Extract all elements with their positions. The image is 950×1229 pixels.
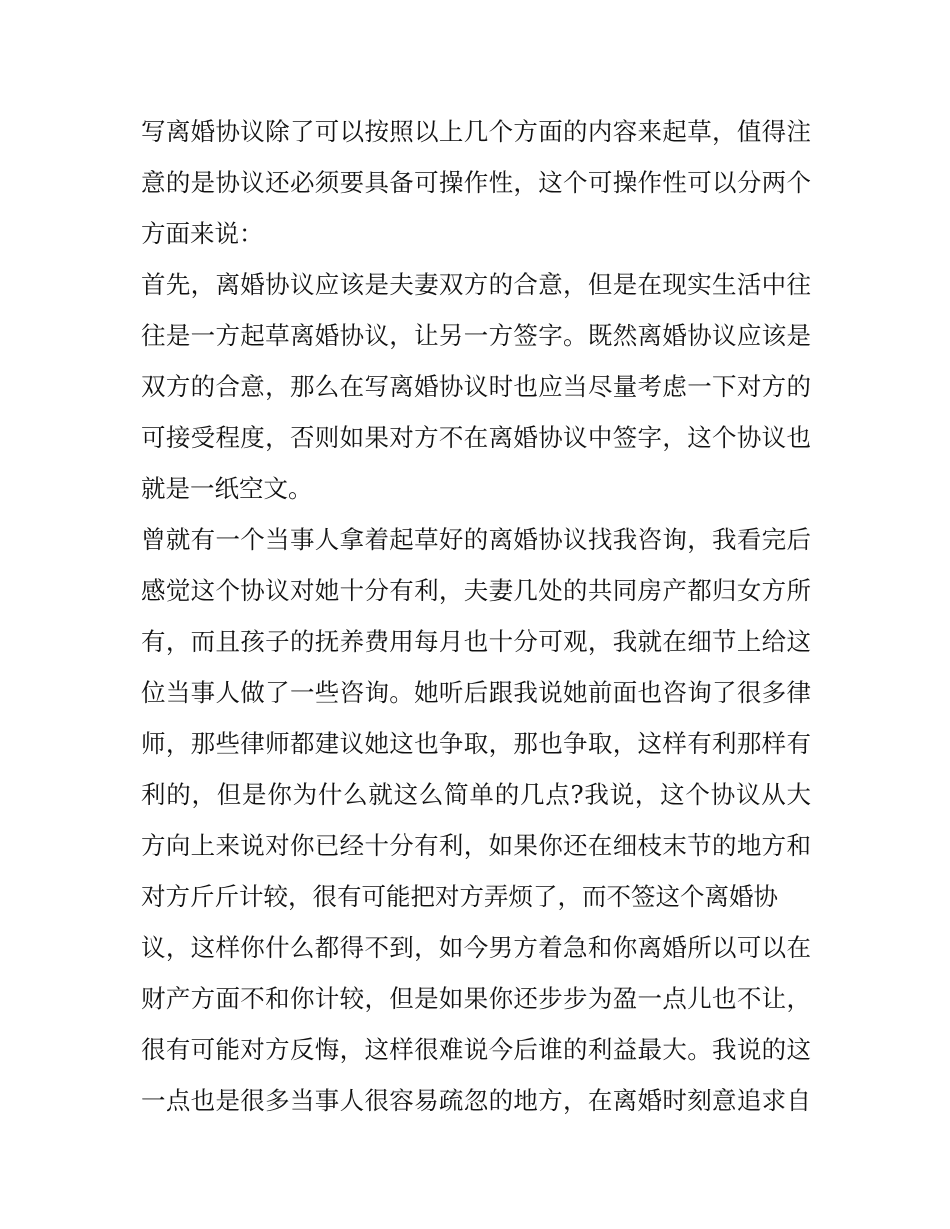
text-line: 利的，但是你为什么就这么简单的几点?我说，这个协议从大: [141, 780, 811, 809]
text-line: 意的是协议还必须要具备可操作性，这个可操作性可以分两个: [141, 168, 811, 197]
text-line: 往是一方起草离婚协议，让另一方签字。既然离婚协议应该是: [141, 321, 811, 350]
text-line: 方向上来说对你已经十分有利，如果你还在细枝末节的地方和: [141, 831, 811, 860]
text-line: 方面来说：: [141, 219, 264, 248]
text-line: 感觉这个协议对她十分有利，夫妻几处的共同房产都归女方所: [141, 576, 811, 605]
text-line: 议，这样你什么都得不到，如今男方着急和你离婚所以可以在: [141, 933, 811, 962]
text-line: 就是一纸空文。: [141, 474, 313, 503]
text-line: 双方的合意，那么在写离婚协议时也应当尽量考虑一下对方的: [141, 372, 811, 401]
text-line: 师，那些律师都建议她这也争取，那也争取，这样有利那样有: [141, 729, 811, 758]
text-line: 曾就有一个当事人拿着起草好的离婚协议找我咨询，我看完后: [141, 525, 811, 554]
text-line: 首先，离婚协议应该是夫妻双方的合意，但是在现实生活中往: [141, 270, 811, 299]
text-line: 位当事人做了一些咨询。她听后跟我说她前面也咨询了很多律: [141, 678, 811, 707]
document-body: [141, 106, 811, 1126]
text-line: 有，而且孩子的抚养费用每月也十分可观，我就在细节上给这: [141, 627, 811, 656]
text-line: 对方斤斤计较，很有可能把对方弄烦了，而不签这个离婚协: [141, 882, 778, 911]
text-line: 写离婚协议除了可以按照以上几个方面的内容来起草，值得注: [141, 117, 811, 146]
text-line: 财产方面不和你计较，但是如果你还步步为盈一点儿也不让，: [141, 984, 811, 1013]
text-line: 一点也是很多当事人很容易疏忽的地方，在离婚时刻意追求自: [141, 1086, 811, 1115]
text-line: 可接受程度，否则如果对方不在离婚协议中签字，这个协议也: [141, 423, 811, 452]
text-line: 很有可能对方反悔，这样很难说今后谁的利益最大。我说的这: [141, 1035, 811, 1064]
